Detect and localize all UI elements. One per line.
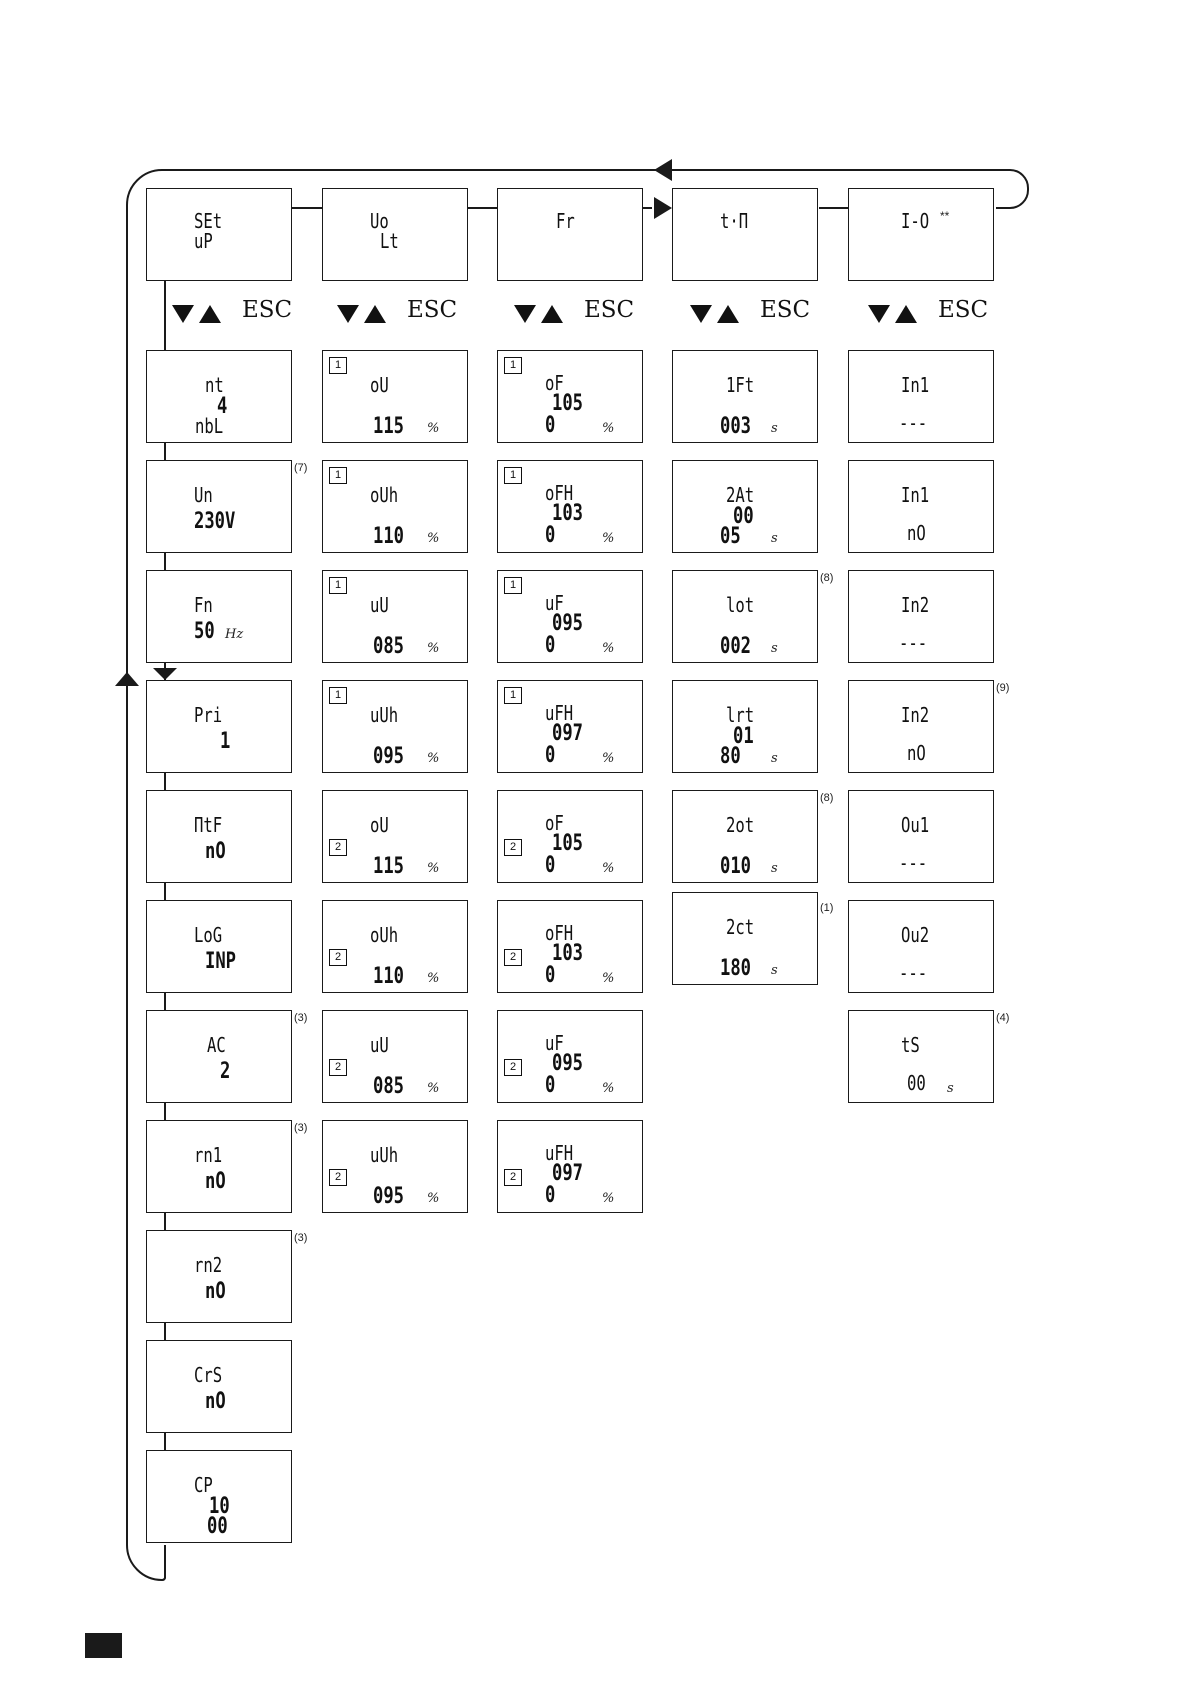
esc-label: ESC (584, 297, 635, 323)
right-arrow (654, 197, 672, 219)
param-value: 103 (552, 941, 584, 966)
param-code: uF (545, 591, 564, 615)
param-unit: % (427, 1191, 440, 1206)
param-code: Ou2 (901, 923, 930, 947)
param-code: lot (726, 593, 755, 617)
channel-chip: 1 (329, 687, 347, 704)
param-value: --- (899, 411, 928, 435)
channel-chip: 2 (504, 949, 522, 966)
param-code: oU (370, 813, 389, 837)
param-code: LoG (194, 923, 223, 947)
param-decimal: 0 (545, 633, 556, 658)
param-unit: % (427, 751, 440, 766)
param-code: 2ot (726, 813, 755, 837)
down-arrow (153, 668, 177, 680)
frequency-param-box (497, 460, 643, 553)
param-code: oFH (545, 481, 574, 505)
param-unit: % (427, 971, 440, 986)
param-value: nO (205, 1279, 226, 1304)
io-param-box (848, 900, 994, 993)
esc-label: ESC (760, 297, 811, 323)
param-value: --- (899, 851, 928, 875)
io-param-box (848, 680, 994, 773)
param-value: 105 (552, 391, 584, 416)
timer-param-box (672, 460, 818, 553)
frequency-param-box (497, 1010, 643, 1103)
param-value: 085 (373, 634, 405, 659)
setup-param-box (146, 1450, 292, 1543)
param-value: --- (899, 631, 928, 655)
param-code: CrS (194, 1363, 223, 1387)
footnote-ref: (7) (294, 462, 308, 474)
param-value: 2 (220, 1059, 231, 1084)
down-triangle-icon (337, 305, 359, 323)
param-value: 085 (373, 1074, 405, 1099)
param-code: uU (370, 593, 389, 617)
param-value: 095 (373, 1184, 405, 1209)
voltage-param-box (322, 570, 468, 663)
param-code: uFH (545, 701, 574, 725)
param-value: 01 (733, 724, 754, 749)
header-star: ** (940, 209, 950, 223)
param-time: 003 (720, 414, 752, 439)
param-unit: % (602, 1191, 615, 1206)
param-code: uF (545, 1031, 564, 1055)
param-decimal: 0 (545, 853, 556, 878)
header-line2: uP (194, 229, 213, 253)
param-code: uFH (545, 1141, 574, 1165)
param-sub: 00 (207, 1514, 228, 1539)
param-code: oFH (545, 921, 574, 945)
page-marker (85, 1633, 122, 1658)
param-code: CP (194, 1473, 213, 1497)
param-code: uUh (370, 1143, 399, 1167)
param-sub: nbL (195, 414, 224, 438)
param-value: 095 (552, 1051, 584, 1076)
footnote-ref: (8) (820, 572, 834, 584)
param-value: 097 (552, 1161, 584, 1186)
voltage-param-box (322, 680, 468, 773)
voltage-param-box (322, 1010, 468, 1103)
param-unit: s (947, 1081, 954, 1096)
down-triangle-icon (868, 305, 890, 323)
footnote-ref: (3) (294, 1232, 308, 1244)
param-unit: % (602, 421, 615, 436)
io-param-box (848, 460, 994, 553)
setup-param-box (146, 1230, 292, 1323)
param-time: 010 (720, 854, 752, 879)
timer-param-box (672, 790, 818, 883)
param-unit: % (427, 1081, 440, 1096)
param-code: oF (545, 371, 564, 395)
param-unit: % (602, 751, 615, 766)
down-triangle-icon (690, 305, 712, 323)
channel-chip: 2 (504, 1059, 522, 1076)
param-code: 2ct (726, 915, 755, 939)
param-code: nt (205, 373, 224, 397)
setup-param-box (146, 1120, 292, 1213)
param-code: oUh (370, 923, 399, 947)
io-param-box (848, 1010, 994, 1103)
param-time: 002 (720, 634, 752, 659)
param-decimal: 0 (545, 963, 556, 988)
header-line1: t·Π (720, 209, 749, 233)
up-triangle-icon (895, 305, 917, 323)
param-value: INP (205, 949, 237, 974)
param-value: 095 (552, 611, 584, 636)
param-unit: % (427, 641, 440, 656)
header-io (848, 188, 994, 281)
setup-param-box (146, 1010, 292, 1103)
param-unit: % (602, 1081, 615, 1096)
io-param-box (848, 790, 994, 883)
down-triangle-icon (172, 305, 194, 323)
param-unit: % (602, 861, 615, 876)
setup-param-box (146, 460, 292, 553)
param-value: 110 (373, 964, 405, 989)
param-decimal: 0 (545, 743, 556, 768)
header-line1: I-O (901, 209, 930, 233)
param-unit: s (771, 963, 778, 978)
setup-param-box (146, 350, 292, 443)
param-unit: % (427, 531, 440, 546)
param-value: 00 (907, 1071, 926, 1095)
param-code: uU (370, 1033, 389, 1057)
param-code: uUh (370, 703, 399, 727)
voltage-param-box (322, 350, 468, 443)
header-line1: Fr (556, 209, 575, 233)
param-code: oUh (370, 483, 399, 507)
channel-chip: 2 (329, 1169, 347, 1186)
param-code: Pri (194, 703, 223, 727)
param-unit: % (602, 531, 615, 546)
footnote-ref: (8) (820, 792, 834, 804)
param-unit: % (602, 641, 615, 656)
param-time: 80 (720, 744, 741, 769)
param-value: 095 (373, 744, 405, 769)
header-volt (322, 188, 468, 281)
footnote-ref: (1) (820, 902, 834, 914)
param-code: rn1 (194, 1143, 223, 1167)
channel-chip: 2 (329, 839, 347, 856)
frequency-param-box (497, 790, 643, 883)
param-decimal: 0 (545, 1073, 556, 1098)
param-code: In1 (901, 373, 930, 397)
channel-chip: 1 (504, 577, 522, 594)
param-time: 05 (720, 524, 741, 549)
voltage-param-box (322, 460, 468, 553)
param-unit: s (771, 751, 778, 766)
channel-chip: 2 (329, 949, 347, 966)
header-setup (146, 188, 292, 281)
param-value: 4 (217, 394, 228, 419)
param-value: nO (205, 839, 226, 864)
footnote-ref: (3) (294, 1122, 308, 1134)
param-value: 230V (194, 509, 236, 534)
param-value: 50 (194, 619, 215, 644)
timer-param-box (672, 570, 818, 663)
param-unit: s (771, 641, 778, 656)
param-code: oU (370, 373, 389, 397)
setup-param-box (146, 680, 292, 773)
setup-param-box (146, 570, 292, 663)
channel-chip: 1 (329, 467, 347, 484)
channel-chip: 1 (504, 357, 522, 374)
param-decimal: 0 (545, 1183, 556, 1208)
param-code: 2At (726, 483, 755, 507)
param-code: rn2 (194, 1253, 223, 1277)
param-code: AC (207, 1033, 226, 1057)
param-code: In1 (901, 483, 930, 507)
esc-label: ESC (938, 297, 989, 323)
param-value: 1 (220, 729, 231, 754)
left-up-arrow (115, 672, 139, 686)
channel-chip: 1 (329, 577, 347, 594)
frequency-param-box (497, 680, 643, 773)
header-line2: Lt (380, 229, 399, 253)
param-unit: s (771, 861, 778, 876)
param-code: oF (545, 811, 564, 835)
param-value: nO (907, 741, 926, 765)
param-unit: % (602, 971, 615, 986)
param-value: 105 (552, 831, 584, 856)
channel-chip: 2 (504, 839, 522, 856)
frequency-param-box (497, 350, 643, 443)
top-loop-arrow (654, 159, 672, 181)
header-line1: Uo (370, 209, 389, 233)
up-triangle-icon (199, 305, 221, 323)
param-unit: s (771, 531, 778, 546)
param-code: Ou1 (901, 813, 930, 837)
param-value: nO (205, 1389, 226, 1414)
param-decimal: 0 (545, 523, 556, 548)
param-value: nO (205, 1169, 226, 1194)
param-code: In2 (901, 703, 930, 727)
header-line1: SEt (194, 209, 223, 233)
esc-label: ESC (242, 297, 293, 323)
channel-chip: 2 (504, 1169, 522, 1186)
frequency-param-box (497, 570, 643, 663)
frequency-param-box (497, 900, 643, 993)
param-code: In2 (901, 593, 930, 617)
timer-param-box (672, 892, 818, 985)
channel-chip: 1 (329, 357, 347, 374)
voltage-param-box (322, 790, 468, 883)
channel-chip: 2 (329, 1059, 347, 1076)
down-triangle-icon (514, 305, 536, 323)
param-time: 180 (720, 956, 752, 981)
timer-param-box (672, 350, 818, 443)
setup-param-box (146, 900, 292, 993)
param-value: 115 (373, 414, 405, 439)
footnote-ref: (3) (294, 1012, 308, 1024)
param-unit: Hz (225, 627, 244, 642)
voltage-param-box (322, 1120, 468, 1213)
param-value: 10 (209, 1494, 230, 1519)
param-code: tS (901, 1033, 920, 1057)
header-freq (497, 188, 643, 281)
param-value: 103 (552, 501, 584, 526)
param-unit: % (427, 421, 440, 436)
param-value: 097 (552, 721, 584, 746)
param-value: --- (899, 961, 928, 985)
param-unit: s (771, 421, 778, 436)
footnote-ref: (9) (996, 682, 1010, 694)
param-value: 00 (733, 504, 754, 529)
voltage-param-box (322, 900, 468, 993)
up-triangle-icon (364, 305, 386, 323)
up-triangle-icon (717, 305, 739, 323)
param-decimal: 0 (545, 413, 556, 438)
footnote-ref: (4) (996, 1012, 1010, 1024)
io-param-box (848, 570, 994, 663)
esc-label: ESC (407, 297, 458, 323)
channel-chip: 1 (504, 467, 522, 484)
param-unit: % (427, 861, 440, 876)
param-value: 115 (373, 854, 405, 879)
io-param-box (848, 350, 994, 443)
setup-param-box (146, 790, 292, 883)
up-triangle-icon (541, 305, 563, 323)
param-code: Fn (194, 593, 213, 617)
param-code: 1Ft (726, 373, 755, 397)
param-code: lrt (726, 703, 755, 727)
frequency-param-box (497, 1120, 643, 1213)
param-value: 110 (373, 524, 405, 549)
param-value: nO (907, 521, 926, 545)
param-code: Un (194, 483, 213, 507)
param-code: ΠtF (194, 813, 223, 837)
timer-param-box (672, 680, 818, 773)
channel-chip: 1 (504, 687, 522, 704)
setup-param-box (146, 1340, 292, 1433)
header-time (672, 188, 818, 281)
